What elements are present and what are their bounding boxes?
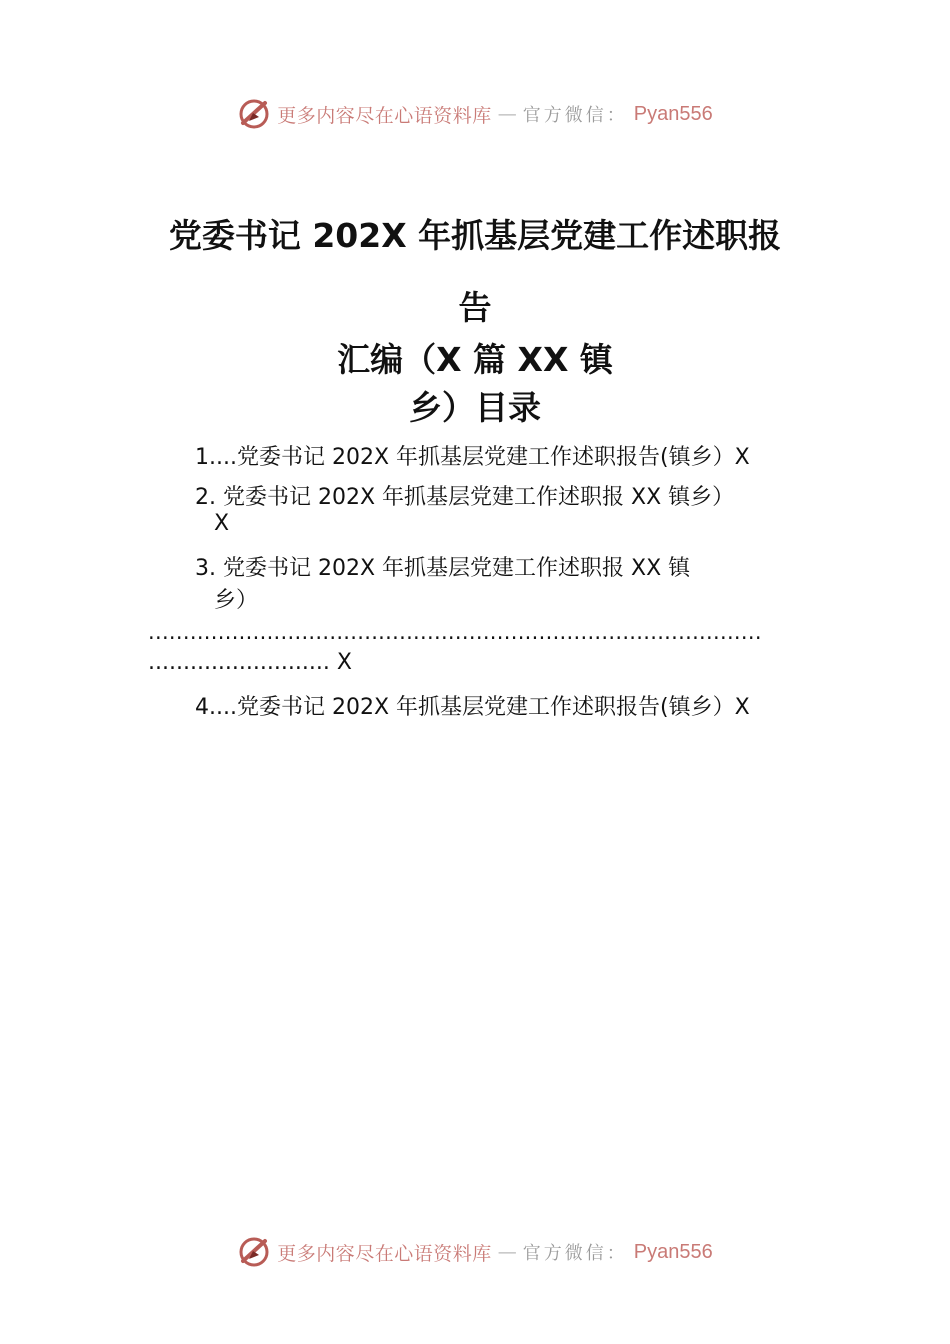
watermark-separator: — bbox=[497, 103, 517, 125]
watermark-wechat-id: Pyan556 bbox=[633, 1240, 713, 1263]
watermark-wechat-id: Pyan556 bbox=[633, 102, 713, 125]
toc-item-4[interactable]: 4....党委书记 202X 年抓基层党建工作述职报告(镇乡）X bbox=[195, 695, 750, 720]
toc-item-2-page: X bbox=[214, 511, 230, 536]
toc-item-3[interactable]: 3. 党委书记 202X 年抓基层党建工作述职报 XX 镇 bbox=[195, 556, 691, 581]
watermark-text: 更多内容尽在心语资料库 bbox=[277, 1242, 492, 1265]
toc-item-3-leader: ........................................................................................ bbox=[148, 620, 762, 644]
document-title-line-1: 党委书记 202X 年抓基层党建工作述职报 bbox=[168, 216, 782, 255]
pen-logo-icon bbox=[237, 1235, 271, 1269]
header-watermark bbox=[0, 94, 950, 134]
toc-item-3-continued: 乡） bbox=[214, 588, 259, 613]
document-title-line-2: 告 bbox=[458, 288, 492, 327]
watermark-separator: — bbox=[497, 1241, 517, 1263]
document-title-line-3: 汇编（X 篇 XX 镇 bbox=[337, 340, 613, 379]
toc-item-2[interactable]: 2. 党委书记 202X 年抓基层党建工作述职报 XX 镇乡） bbox=[195, 485, 735, 510]
watermark-text: 更多内容尽在心语资料库 bbox=[277, 104, 492, 127]
toc-item-1[interactable]: 1....党委书记 202X 年抓基层党建工作述职报告(镇乡）X bbox=[195, 445, 750, 470]
watermark-official-label: 官方微信： bbox=[522, 1243, 628, 1264]
footer-watermark bbox=[0, 1232, 950, 1272]
watermark-official-label: 官方微信： bbox=[522, 105, 628, 126]
document-title-line-4: 乡）目录 bbox=[409, 388, 541, 427]
toc-item-3-page: .......................... X bbox=[148, 650, 352, 675]
pen-logo-icon bbox=[237, 97, 271, 131]
